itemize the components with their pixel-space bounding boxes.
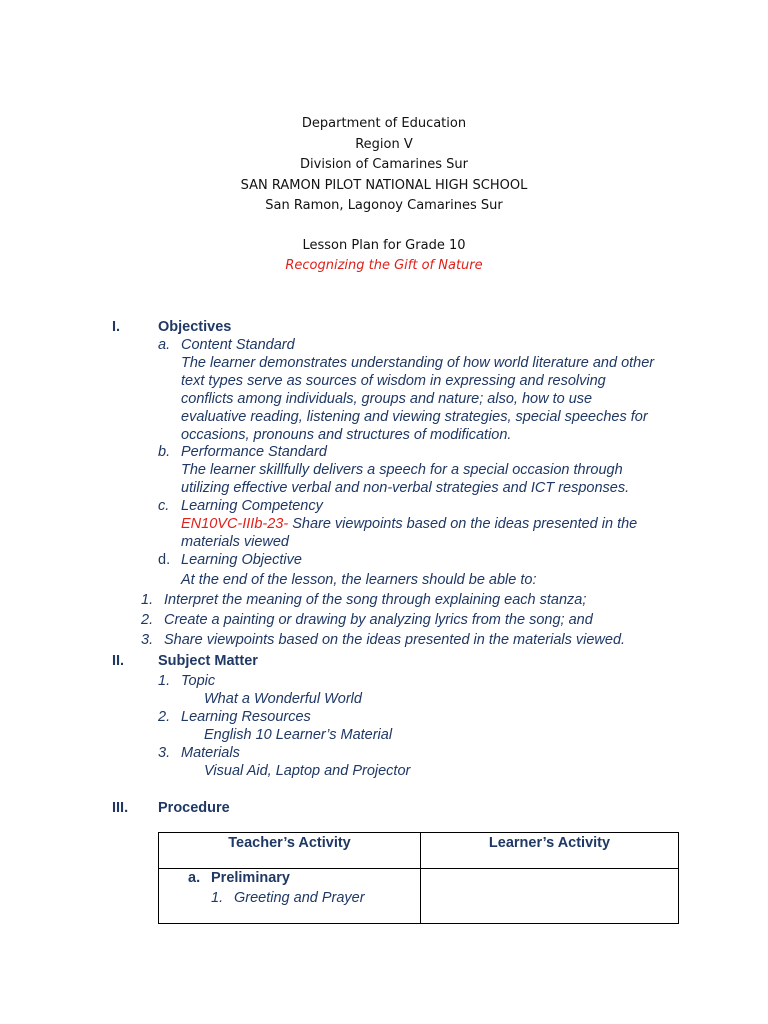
division-name: Division of Camarines Sur bbox=[300, 157, 468, 172]
subject-item-label: Learning Resources bbox=[181, 709, 311, 725]
content-standard-label: Content Standard bbox=[181, 337, 295, 353]
school-address: San Ramon, Lagonoy Camarines Sur bbox=[265, 198, 503, 213]
content-standard-marker: a. bbox=[158, 337, 171, 353]
performance-standard-marker: b. bbox=[158, 444, 171, 460]
school-name: SAN RAMON PILOT NATIONAL HIGH SCHOOL bbox=[240, 177, 528, 193]
content-standard-line: text types serve as sources of wisdom in expressing and resolving bbox=[181, 373, 606, 389]
competency-text: Share viewpoints based on the ideas presented in the bbox=[288, 516, 638, 532]
subject-item-value: Visual Aid, Laptop and Projector bbox=[204, 763, 411, 779]
procedure-table bbox=[158, 832, 679, 924]
subject-item-number: 2. bbox=[158, 709, 171, 725]
greeting-number: 1. bbox=[211, 890, 224, 906]
lesson-topic-title: Recognizing the Gift of Nature bbox=[285, 258, 483, 273]
teacher-activity-cell bbox=[159, 869, 421, 924]
objective-number: 3. bbox=[141, 632, 154, 648]
learner-activity-header: Learner’s Activity bbox=[421, 833, 679, 869]
subject-item-value: What a Wonderful World bbox=[204, 691, 362, 707]
preliminary-marker: a. bbox=[188, 870, 201, 886]
learning-competency-line bbox=[181, 515, 637, 533]
region-name: Region V bbox=[355, 136, 413, 152]
lesson-plan-title: Lesson Plan for Grade 10 bbox=[302, 237, 466, 253]
section-title-objectives: Objectives bbox=[158, 319, 232, 335]
learning-competency-marker: c. bbox=[158, 498, 170, 514]
content-standard-line: evaluative reading, listening and viewing strategies, special speeches for bbox=[181, 409, 648, 425]
subject-item-label: Materials bbox=[181, 745, 240, 761]
department-name: Department of Education bbox=[301, 116, 467, 131]
learning-competency-line: materials viewed bbox=[181, 534, 289, 550]
document-header bbox=[0, 114, 768, 277]
section-numeral-procedure: III. bbox=[112, 800, 129, 816]
competency-code: EN10VC-IIIb-23- bbox=[181, 516, 289, 532]
subject-item-value: English 10 Learner’s Material bbox=[204, 727, 393, 743]
section-numeral-subject-matter: II. bbox=[112, 653, 125, 669]
preliminary-label: Preliminary bbox=[211, 870, 290, 886]
content-standard-line: The learner demonstrates understanding of how world literature and other bbox=[181, 355, 655, 371]
greeting-prayer-item: Greeting and Prayer bbox=[234, 890, 365, 906]
teacher-activity-header: Teacher’s Activity bbox=[159, 833, 421, 869]
objective-number: 1. bbox=[141, 592, 154, 608]
section-title-procedure: Procedure bbox=[158, 800, 230, 816]
subject-item-number: 1. bbox=[158, 673, 171, 689]
learning-objective-label: Learning Objective bbox=[181, 552, 302, 568]
performance-standard-line: The learner skillfully delivers a speech for a special occasion through bbox=[181, 462, 623, 478]
objective-item: Interpret the meaning of the song through explaining each stanza; bbox=[164, 592, 587, 608]
content-standard-line: conflicts among individuals, groups and nature; also, how to use bbox=[181, 391, 593, 407]
performance-standard-label: Performance Standard bbox=[181, 444, 327, 460]
performance-standard-line: utilizing effective verbal and non-verbal strategies and ICT responses. bbox=[181, 480, 630, 496]
objective-number: 2. bbox=[141, 612, 154, 628]
learner-activity-cell bbox=[421, 869, 679, 924]
section-numeral-objectives: I. bbox=[112, 319, 121, 335]
learning-objective-intro: At the end of the lesson, the learners should be able to: bbox=[181, 572, 537, 588]
content-standard-line: occasions, pronouns and structures of modification. bbox=[181, 427, 512, 443]
subject-item-label: Topic bbox=[181, 673, 216, 689]
section-title-subject-matter: Subject Matter bbox=[158, 653, 258, 669]
table-header-row bbox=[159, 833, 679, 869]
learning-competency-label: Learning Competency bbox=[181, 498, 323, 514]
objective-item: Share viewpoints based on the ideas presented in the materials viewed. bbox=[164, 632, 626, 648]
learning-objective-marker: d. bbox=[158, 552, 171, 568]
objective-item: Create a painting or drawing by analyzing lyrics from the song; and bbox=[164, 612, 593, 628]
subject-item-number: 3. bbox=[158, 745, 171, 761]
table-row bbox=[159, 869, 679, 924]
